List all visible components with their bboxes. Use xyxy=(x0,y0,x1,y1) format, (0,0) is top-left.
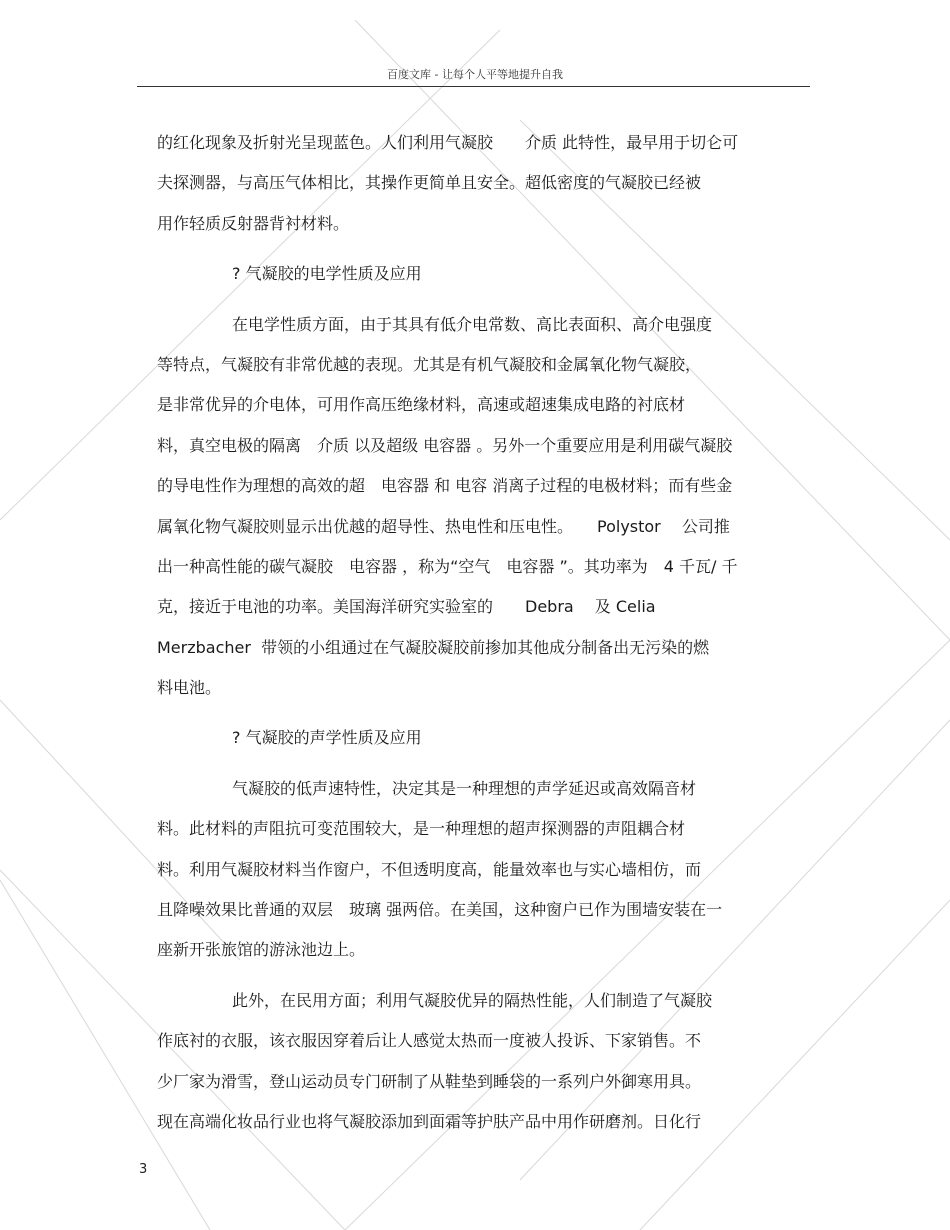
text-line: 克，接近于电池的功率。美国海洋研究实验室的 Debra 及 Celia xyxy=(157,597,656,617)
text-line: 的导电性作为理想的高效的超 电容器 和 电容 消离子过程的电极材料；而有些金 xyxy=(157,476,733,496)
text-line: 现在高端化妆品行业也将气凝胶添加到面霜等护肤产品中用作研磨剂。日化行 xyxy=(157,1111,702,1131)
text-line: Merzbacher 带领的小组通过在气凝胶凝胶前掺加其他成分制备出无污染的燃 xyxy=(157,637,710,657)
text-line: 作底衬的衣服，该衣服因穿着后让人感觉太热而一度被人投诉、下家销售。不 xyxy=(157,1031,702,1051)
paragraph-gap xyxy=(157,759,797,769)
page-number: 3 xyxy=(139,1162,148,1177)
text-line: 用作轻质反射器背衬材料。 xyxy=(157,213,350,233)
paragraph-gap xyxy=(157,244,797,254)
document-body xyxy=(157,123,797,1142)
paragraph-gap xyxy=(157,708,797,718)
text-line: 等特点，气凝胶有非常优越的表现。尤其是有机气凝胶和金属氧化物气凝胶， xyxy=(157,354,702,374)
paragraph-gap xyxy=(157,295,797,305)
text-line: 此外，在民用方面；利用气凝胶优异的隔热性能，人们制造了气凝胶 xyxy=(232,990,713,1010)
text-line: 在电学性质方面，由于其具有低介电常数、高比表面积、高介电强度 xyxy=(232,314,713,334)
text-line: 料。此材料的声阻抗可变范围较大，是一种理想的超声探测器的声阻耦合材 xyxy=(157,819,686,839)
text-line: ? 气凝胶的电学性质及应用 xyxy=(232,264,422,284)
text-line: 料。利用气凝胶材料当作窗户，不但透明度高，能量效率也与实心墙相仿，而 xyxy=(157,859,702,879)
text-line: 料，真空电极的隔离 介质 以及超级 电容器 。另外一个重要应用是利用碳气凝胶 xyxy=(157,435,733,455)
text-line: 料电池。 xyxy=(157,678,222,698)
text-line: 夫探测器，与高压气体相比，其操作更简单且安全。超低密度的气凝胶已经被 xyxy=(157,173,702,193)
text-line: 座新开张旅馆的游泳池边上。 xyxy=(157,940,366,960)
text-line: 气凝胶的低声速特性，决定其是一种理想的声学延迟或高效隔音材 xyxy=(232,778,697,798)
text-line: 少厂家为滑雪，登山运动员专门研制了从鞋垫到睡袋的一系列户外御寒用具。 xyxy=(157,1071,702,1091)
text-line: ? 气凝胶的声学性质及应用 xyxy=(232,728,422,748)
header-divider xyxy=(137,86,810,87)
paragraph-gap xyxy=(157,971,797,981)
text-line: 是非常优异的介电体，可用作高压绝缘材料，高速或超速集成电路的衬底材 xyxy=(157,395,686,415)
text-line: 属氧化物气凝胶则显示出优越的超导性、热电性和压电性。 Polystor 公司推 xyxy=(157,516,730,536)
text-line: 出一种高性能的碳气凝胶 电容器 ，称为“空气 电容器 ”。其功率为 4 千瓦/ 千 xyxy=(157,556,738,576)
page-header: 百度文库 - 让每个人平等地提升自我 xyxy=(387,68,563,81)
text-line: 且降噪效果比普通的双层 玻璃 强两倍。在美国，这种窗户已作为围墙安装在一 xyxy=(157,900,723,920)
text-line: 的红化现象及折射光呈现蓝色。人们利用气凝胶 介质 此特性，最早用于切仑可 xyxy=(157,133,739,152)
